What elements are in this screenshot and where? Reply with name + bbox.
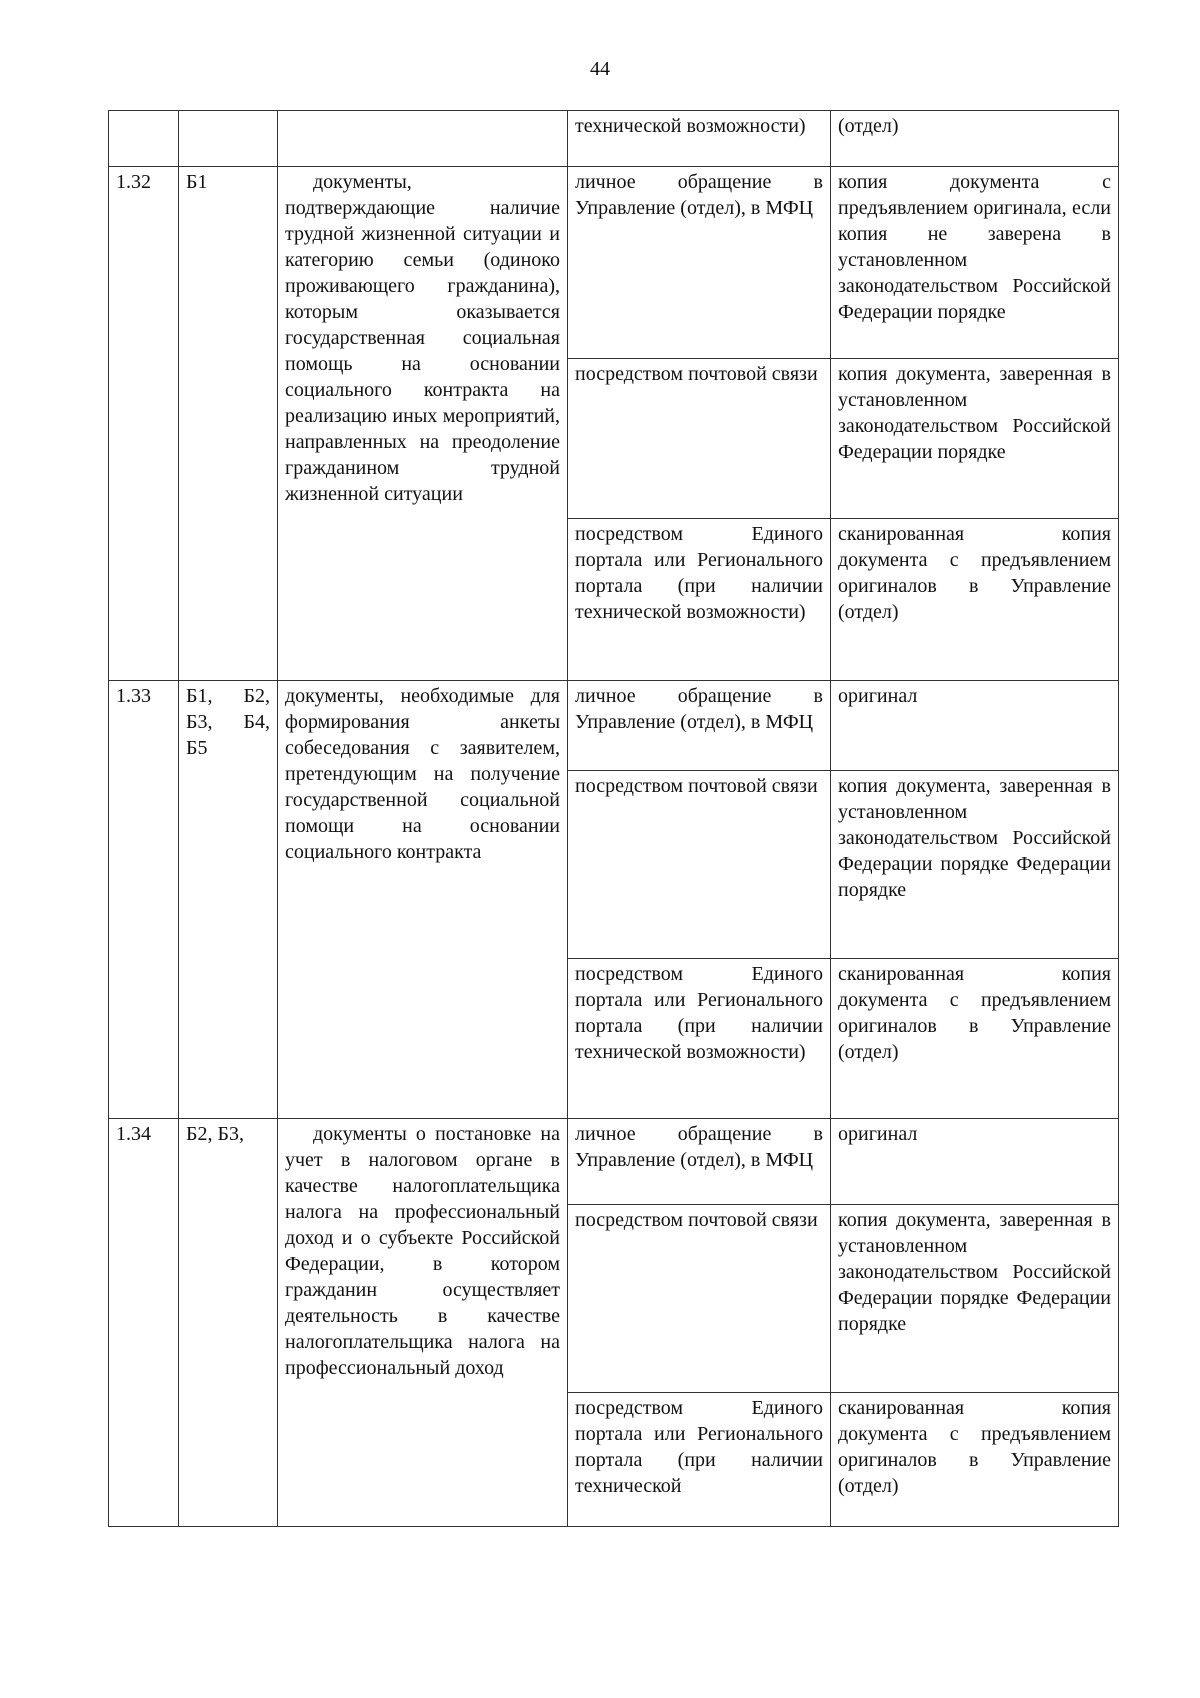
- cell-form: (отдел): [831, 111, 1119, 167]
- cell-document: документы о постановке на учет в налоговом органе в качестве налогоплательщика налога на профессиональный доход и о субъекте Российской Федерации, в котором гражданин осуществляет деятельность в качестве налогоплательщика налога на профессиональный доход: [278, 1119, 568, 1527]
- cell-code: [179, 111, 278, 167]
- cell-code: Б1, Б2, Б3, Б4, Б5: [179, 681, 278, 1119]
- cell-number: 1.34: [109, 1119, 179, 1527]
- cell-method: личное обращение в Управление (отдел), в МФЦ: [568, 681, 831, 771]
- cell-form: копия документа с предъявлением оригинала, если копия не заверена в установленном законодательством Российской Федерации порядке: [831, 167, 1119, 359]
- cell-method: посредством почтовой связи: [568, 771, 831, 959]
- table-row: [109, 681, 1119, 771]
- table-row: [109, 1119, 1119, 1205]
- cell-form: оригинал: [831, 681, 1119, 771]
- documents-table: [108, 110, 1119, 1527]
- cell-method: технической возможности): [568, 111, 831, 167]
- cell-method: посредством Единого портала или Регионального портала (при наличии технической возможности): [568, 959, 831, 1119]
- cell-method: посредством почтовой связи: [568, 1205, 831, 1393]
- cell-method: посредством почтовой связи: [568, 359, 831, 519]
- table-row-continuation: [109, 111, 1119, 167]
- cell-form: сканированная копия документа с предъявлением оригиналов в Управление (отдел): [831, 959, 1119, 1119]
- cell-document: документы, подтверждающие наличие трудной жизненной ситуации и категорию семьи (одиноко проживающего гражданина), которым оказывается государственная социальная помощь на основании социального контракта на реализацию иных мероприятий, направленных на преодоление гражданином трудной жизненной ситуации: [278, 167, 568, 681]
- cell-method: личное обращение в Управление (отдел), в МФЦ: [568, 167, 831, 359]
- cell-method: личное обращение в Управление (отдел), в МФЦ: [568, 1119, 831, 1205]
- cell-form: копия документа, заверенная в установленном законодательством Российской Федерации порядке: [831, 359, 1119, 519]
- cell-method: посредством Единого портала или Регионального портала (при наличии технической возможности): [568, 519, 831, 681]
- table-row: [109, 167, 1119, 359]
- cell-form: сканированная копия документа с предъявлением оригиналов в Управление (отдел): [831, 519, 1119, 681]
- cell-number: [109, 111, 179, 167]
- cell-form: сканированная копия документа с предъявлением оригиналов в Управление (отдел): [831, 1393, 1119, 1527]
- cell-method: посредством Единого портала или Регионального портала (при наличии технической: [568, 1393, 831, 1527]
- cell-number: 1.33: [109, 681, 179, 1119]
- cell-form: копия документа, заверенная в установленном законодательством Российской Федерации порядке Федерации порядке: [831, 1205, 1119, 1393]
- cell-code: Б1: [179, 167, 278, 681]
- cell-document: [278, 111, 568, 167]
- cell-document: документы, необходимые для формирования анкеты собеседования с заявителем, претендующим на получение государственной социальной помощи на основании социального контракта: [278, 681, 568, 1119]
- cell-code: Б2, Б3,: [179, 1119, 278, 1527]
- cell-number: 1.32: [109, 167, 179, 681]
- cell-form: оригинал: [831, 1119, 1119, 1205]
- page-number: 44: [590, 58, 610, 80]
- cell-form: копия документа, заверенная в установленном законодательством Российской Федерации порядке Федерации порядке: [831, 771, 1119, 959]
